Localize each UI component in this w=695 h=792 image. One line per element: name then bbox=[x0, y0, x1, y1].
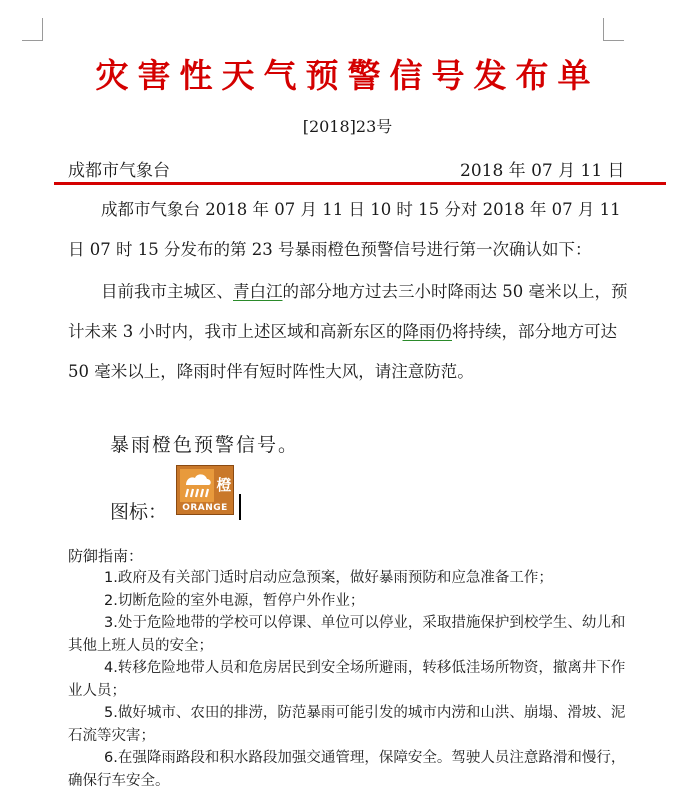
list-item: 4.转移危险地带人员和危房居民到安全场所避雨，转移低洼场所物资，撤离井下作业人员； bbox=[68, 660, 626, 699]
forecast-paragraph bbox=[68, 272, 628, 392]
list-item: 6.在强降雨路段和积水路段加强交通管理，保障安全。驾驶人员注意路滑和慢行，确保行车安全。 bbox=[68, 750, 626, 789]
issue-date: 2018 年 07 月 11 日 bbox=[460, 161, 625, 181]
icon-badge-text: ORANGE bbox=[182, 503, 228, 513]
document-number: [2018]23号 bbox=[302, 117, 393, 136]
document-title: 灾害性天气预警信号发布单 bbox=[95, 56, 600, 95]
header-red-rule bbox=[54, 182, 666, 185]
spellcheck-underlined-word: 青白江 bbox=[233, 282, 283, 301]
rainstorm-orange-warning-icon bbox=[176, 465, 234, 515]
list-item: 3.处于危险地带的学校可以停课、单位可以停业，采取措施保护到校学生、幼儿和其他上班人员的安全； bbox=[68, 615, 626, 654]
page-corner-marker-right bbox=[603, 18, 624, 41]
forecast-text-b: 的部分地方过去三小时降雨达 50 毫米以上，预计未来 3 小时内，我市上述区域和高新东区的 bbox=[68, 282, 628, 341]
spellcheck-underlined-word: 降雨仍 bbox=[402, 322, 452, 341]
signal-name: 暴雨橙色预警信号。 bbox=[110, 434, 300, 456]
list-item: 1.政府及有关部门适时启动应急预案，做好暴雨预防和应急准备工作； bbox=[104, 570, 553, 586]
cloud-rain-icon bbox=[180, 469, 214, 502]
confirmation-paragraph: 成都市气象台 2018 年 07 月 11 日 10 时 15 分对 2018 年 07 月 11 日 07 时 15 分发布的第 23 号暴雨橙色预警信号进行第一次确认如下： bbox=[68, 200, 621, 259]
list-item: 5.做好城市、农田的排涝，防范暴雨可能引发的城市内涝和山洪、崩塌、滑坡、泥石流等灾害； bbox=[68, 705, 626, 744]
text-cursor bbox=[239, 494, 241, 520]
defense-guide-title: 防御指南： bbox=[68, 547, 144, 565]
defense-guide-list bbox=[68, 567, 628, 792]
list-item: 2.切断危险的室外电源，暂停户外作业； bbox=[104, 592, 365, 609]
icon-label: 图标： bbox=[110, 501, 168, 523]
icon-character: 橙 bbox=[216, 476, 232, 494]
forecast-text-a: 目前我市主城区、 bbox=[101, 282, 233, 301]
page-corner-marker-left bbox=[22, 18, 43, 41]
forecast-text-c: 将持续，部分地方可达 50 毫米以上，降雨时伴有短时阵性大风，请注意防范。 bbox=[68, 322, 617, 381]
issuer-name: 成都市气象台 bbox=[68, 161, 170, 181]
